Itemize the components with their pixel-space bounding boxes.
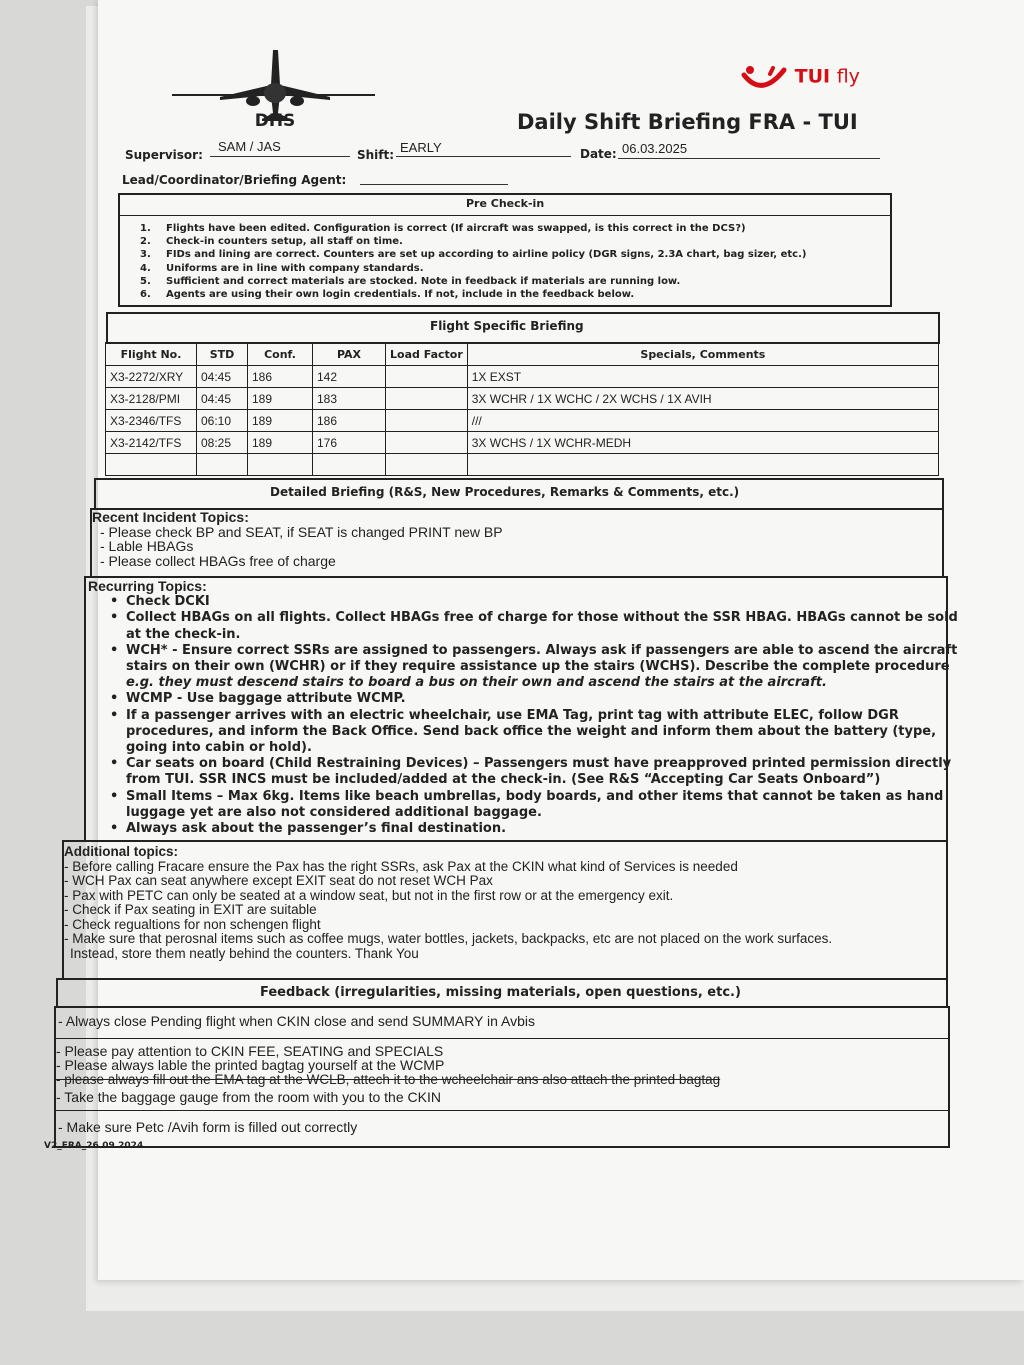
table-row: X3-2272/XRY 04:45 186 142 1X EXST [106, 366, 939, 388]
list-item: going into cabin or hold). [126, 740, 312, 756]
date-label: Date: [580, 147, 617, 161]
list-item: - Before calling Fracare ensure the Pax has the right SSRs, ask Pax at the CKIN what kind of Services is needed [64, 858, 738, 874]
feedback-title: Feedback (irregularities, missing materials, open questions, etc.) [260, 985, 741, 1000]
version-label: V2_FRA_26.09.2024 [44, 1141, 144, 1151]
dhs-logo-text: DHS [254, 111, 296, 130]
list-item: - Lable HBAGs [100, 538, 194, 554]
list-item: • Check DCKI [110, 594, 210, 610]
list-item: • Always ask about the passenger’s final destination. [110, 821, 507, 837]
list-item: • If a passenger arrives with an electric wheelchair, use EMA Tag, print tag with attribute ELEC, follow DGR [110, 707, 899, 723]
list-item: 2. Check-in counters setup, all staff on time. [140, 236, 403, 248]
list-item: • Small Items – Max 6kg. Items like beach umbrellas, body boards, and other items that cannot be taken as hand [110, 788, 944, 804]
list-item: • WCMP - Use baggage attribute WCMP. [110, 691, 406, 707]
lead-label: Lead/Coordinator/Briefing Agent: [122, 173, 347, 187]
date-value: 06.03.2025 [622, 141, 688, 156]
detailed-briefing-title: Detailed Briefing (R&S, New Procedures, Remarks & Comments, etc.) [270, 485, 740, 499]
shift-label: Shift: [357, 148, 395, 162]
flight-table [105, 342, 939, 476]
feedback-line: - Make sure Petc /Avih form is filled out correctly [58, 1119, 358, 1135]
list-item: - Please collect HBAGs free of charge [100, 552, 336, 569]
list-item: • Collect HBAGs on all flights. Collect HBAGs free of charge for those without the SSR HBAG. HBAGs cannot be sold [110, 610, 958, 626]
list-item: 5. Sufficient and correct materials are stocked. Note in feedback if materials are running low. [140, 275, 681, 287]
feedback-line: - please always fill out the EMA tag at the WCLB, attech it to the wcheelchair ans also attach the printed bagtag [56, 1072, 721, 1087]
supervisor-value: SAM / JAS [218, 139, 281, 154]
feedback-line: - Please always lable the printed bagtag yourself at the WCMP [56, 1057, 445, 1073]
recent-incident-title: Recent Incident Topics: [92, 509, 249, 525]
table-row [106, 454, 939, 476]
list-item: 1. Flights have been edited. Configuration is correct (If aircraft was swapped, is this correct in the DCS?) [140, 223, 746, 234]
feedback-line: - Take the baggage gauge from the room with you to the CKIN [56, 1089, 441, 1105]
table-header-row [106, 343, 939, 366]
document-title: Daily Shift Briefing FRA - TUI [517, 110, 858, 134]
supervisor-label: Supervisor: [125, 148, 203, 162]
list-item: procedures, and inform the Back Office. Send back office the weight and inform them about the battery (type, [126, 723, 937, 739]
tui-fly-text: fly [836, 65, 860, 88]
pre-checkin-title: Pre Check-in [466, 197, 545, 210]
flight-briefing-title: Flight Specific Briefing [430, 319, 584, 333]
col-flight-no: Flight No. [106, 343, 197, 366]
feedback-line: - Please pay attention to CKIN FEE, SEATING and SPECIALS [56, 1043, 444, 1059]
shift-value: EARLY [400, 140, 442, 155]
list-item: - WCH Pax can seat anywhere except EXIT seat do not reset WCH Pax [64, 873, 493, 888]
list-item: - Pax with PETC can only be seated at a window seat, but not in the first row or at the emergency exit. [64, 887, 674, 903]
list-item: e.g. they must descend stairs to board a bus on their own and ascend the stairs at the aircraft. [126, 675, 827, 691]
recent-incident-section [92, 510, 503, 568]
list-item: stairs on their own (WCHR) or if they require assistance up the stairs (WCHS). Describe the complete procedure [126, 659, 950, 675]
list-item: • WCH* - Ensure correct SSRs are assigned to passengers. Always ask if passengers are able to ascend the aircraft [110, 642, 958, 658]
feedback-line: - Always close Pending flight when CKIN close and send SUMMARY in Avbis [58, 1013, 536, 1029]
list-item: 6. Agents are using their own login credentials. If not, include in the feedback below. [140, 289, 635, 301]
list-item: at the check-in. [126, 626, 241, 642]
list-item: - Check if Pax seating in EXIT are suitable [64, 902, 317, 917]
list-item: Instead, store them neatly behind the counters. Thank You [70, 945, 419, 961]
table-row: X3-2346/TFS 06:10 189 186 /// [106, 410, 939, 432]
list-item: 3. FIDs and lining are correct. Counters are set up according to airline policy (DGR signs, 2.3A chart, bag sizer, etc.) [140, 249, 807, 261]
col-std: STD [197, 343, 248, 366]
col-pax: PAX [313, 343, 386, 366]
additional-topics-section [64, 845, 832, 961]
tui-smile-icon [740, 64, 788, 90]
dhs-airplane-logo [170, 45, 380, 130]
list-item: • Car seats on board (Child Restraining Devices) – Passengers must have preapproved printed permission directly [110, 756, 952, 772]
list-item: - Please check BP and SEAT, if SEAT is changed PRINT new BP [100, 523, 503, 540]
recurring-topics-section [64, 578, 958, 837]
additional-topics-title: Additional topics: [64, 844, 178, 859]
tui-brand: TUI [794, 65, 831, 88]
table-row: X3-2142/TFS 08:25 189 176 3X WCHS / 1X WCHR-MEDH [106, 432, 939, 454]
col-specials: Specials, Comments [467, 343, 938, 366]
list-item: - Make sure that perosnal items such as coffee mugs, water bottles, jackets, backpacks, etc are not placed on the work surfaces. [64, 931, 833, 946]
list-item: from TUI. SSR INCS must be included/added at the check-in. (See R&S “Accepting Car Seats Onboard”) [126, 772, 881, 788]
pre-checkin-list [140, 222, 806, 301]
list-item: luggage yet are also not considered additional baggage. [126, 804, 542, 820]
list-item: 4. Uniforms are in line with company standards. [140, 262, 424, 274]
col-load-factor: Load Factor [386, 343, 468, 366]
table-row: X3-2128/PMI 04:45 189 183 3X WCHR / 1X WCHC / 2X WCHS / 1X AVIH [106, 388, 939, 410]
list-item: - Check regualtions for non schengen flight [64, 916, 321, 932]
tui-fly-logo [740, 64, 860, 90]
recurring-topics-title: Recurring Topics: [88, 578, 207, 594]
col-conf: Conf. [248, 343, 313, 366]
